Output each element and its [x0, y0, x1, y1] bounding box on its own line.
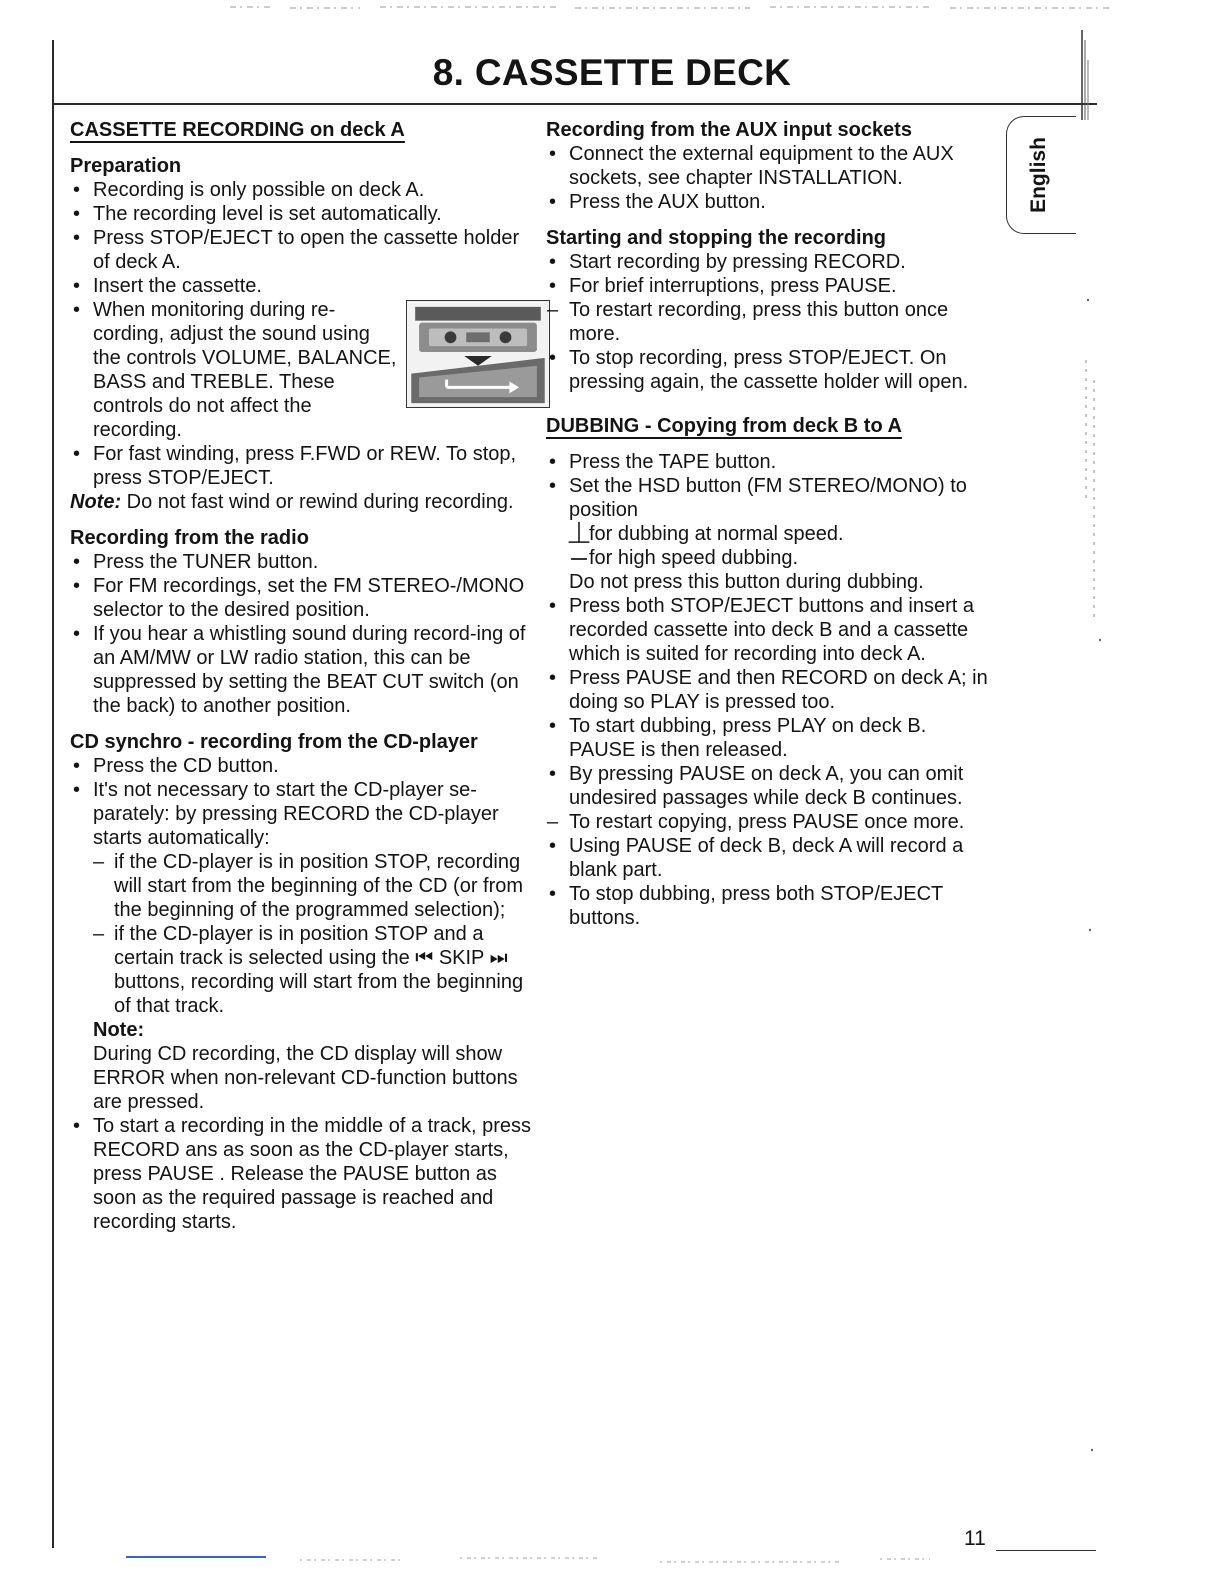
heading-start-stop: Starting and stopping the recording [546, 227, 886, 249]
page-number: 11 [964, 1527, 986, 1550]
aux-list [546, 142, 992, 214]
page-title: 8. CASSETTE DECK [432, 52, 792, 93]
sub-list-item: – if the CD-player is in position STOP and a certain track is selected using the ⏮ SKIP ⏭ buttons, recording will start from the beginning of that track. [93, 922, 538, 1018]
dubbing-list [546, 450, 992, 930]
start-stop-list [546, 250, 992, 394]
list-item-cd-auto: • It's not necessary to start the CD-player se-parately: by pressing RECORD the CD-player starts automatically: – if the CD-player is in position STOP, recording will start from the beginning of the CD (or from the beginning of the programmed selection); – if the CD-player is in position STOP and a certain track is selected using the ⏮ SKIP ⏭ buttons, recording will start from the beginning of that track. Note: During CD recording, the CD display will show ERROR when non-relevant CD-function buttons are pressed. [70, 778, 538, 1114]
preparation-list [70, 178, 538, 490]
list-item: • To start a recording in the middle of a track, press RECORD ans as soon as the CD-player starts, press PAUSE . Release the PAUSE button as soon as the required passage is reached and recording starts. [70, 1114, 538, 1234]
note-fast-wind: Note: Do not fast wind or rewind during recording. [70, 491, 514, 513]
cd-sub-list [93, 850, 538, 1018]
list-item: • Press PAUSE and then RECORD on deck A; in doing so PLAY is pressed too. [546, 666, 992, 714]
list-item: • Press the AUX button. [546, 190, 992, 214]
list-item-hsd: • Set the HSD button (FM STEREO/MONO) to position ⏊for dubbing at normal speed. ⏤ for high speed dubbing. Do not press this button during dubbing. [546, 474, 992, 594]
list-item: • Press both STOP/EJECT buttons and insert a recorded cassette into deck B and a cassette which is suited for recording into deck A. [546, 594, 992, 666]
list-item: – To restart recording, press this button once more. [546, 298, 992, 346]
list-item: • To stop dubbing, press both STOP/EJECT buttons. [546, 882, 992, 930]
heading-cd-synchro: CD synchro - recording from the CD-player [70, 731, 478, 753]
heading-preparation: Preparation [70, 155, 182, 177]
list-item: • Press the TAPE button. [546, 450, 992, 474]
list-item: • Press STOP/EJECT to open the cassette holder of deck A. [70, 226, 538, 274]
list-item: • By pressing PAUSE on deck A, you can omit undesired passages while deck B continues. [546, 762, 992, 810]
list-item: • For FM recordings, set the FM STEREO-/MONO selector to the desired position. [70, 574, 538, 622]
list-item: • To stop recording, press STOP/EJECT. On pressing again, the cassette holder will open. [546, 346, 992, 394]
list-item: • Insert the cassette. [70, 274, 538, 298]
bottom-rule [126, 1556, 266, 1558]
title-rule [52, 103, 1097, 105]
cd-note-text: During CD recording, the CD display will show ERROR when non-relevant CD-function buttons are pressed. [93, 1043, 518, 1113]
radio-list [70, 550, 538, 718]
list-item: • Press the TUNER button. [70, 550, 538, 574]
heading-recording-radio: Recording from the radio [70, 527, 309, 549]
list-item: • To start dubbing, press PLAY on deck B. PAUSE is then released. [546, 714, 992, 762]
left-column [70, 118, 538, 1234]
heading-aux: Recording from the AUX input sockets [546, 119, 912, 141]
section-title-cassette-recording: CASSETTE RECORDING on deck A [70, 119, 405, 141]
list-item: • Start recording by pressing RECORD. [546, 250, 992, 274]
cd-list [70, 754, 538, 1234]
language-tab-label: English [1027, 137, 1050, 213]
list-item: • Connect the external equipment to the AUX sockets, see chapter INSTALLATION. [546, 142, 992, 190]
left-margin-rule [52, 40, 54, 1548]
list-item: • For brief interruptions, press PAUSE. [546, 274, 992, 298]
page-number-rule [996, 1550, 1096, 1551]
high-speed-icon: ⏤ [571, 547, 587, 569]
scan-noise-right [1080, 240, 1110, 1540]
right-column [546, 118, 992, 930]
scan-noise-bottom [280, 1550, 940, 1570]
list-item-monitoring: • When monitoring during re-cording, adjust the sound using the controls VOLUME, BALANCE, BASS and TREBLE. These controls do not affect the recording. [70, 298, 538, 442]
list-item: • The recording level is set automatically. [70, 202, 538, 226]
list-item: • Using PAUSE of deck B, deck A will record a blank part. [546, 834, 992, 882]
cd-note-label: Note: [93, 1019, 145, 1041]
list-item: • Press the CD button. [70, 754, 538, 778]
list-item: – To restart copying, press PAUSE once more. [546, 810, 992, 834]
normal-speed-icon: ⏊ [569, 523, 589, 545]
cassette-icon [407, 301, 549, 407]
sub-list-item: – if the CD-player is in position STOP, recording will start from the beginning of the CD (or from the beginning of the programmed selection); [93, 850, 538, 922]
cassette-deck-illustration [406, 300, 550, 408]
list-item: • If you hear a whistling sound during record-ing of an AM/MW or LW radio station, this can be suppressed by setting the BEAT CUT switch (on the back) to another position. [70, 622, 538, 718]
section-title-dubbing: DUBBING - Copying from deck B to A [546, 415, 902, 437]
list-item: • Recording is only possible on deck A. [70, 178, 538, 202]
scan-noise-top [230, 4, 1110, 10]
list-item: • For fast winding, press F.FWD or REW. To stop, press STOP/EJECT. [70, 442, 538, 490]
